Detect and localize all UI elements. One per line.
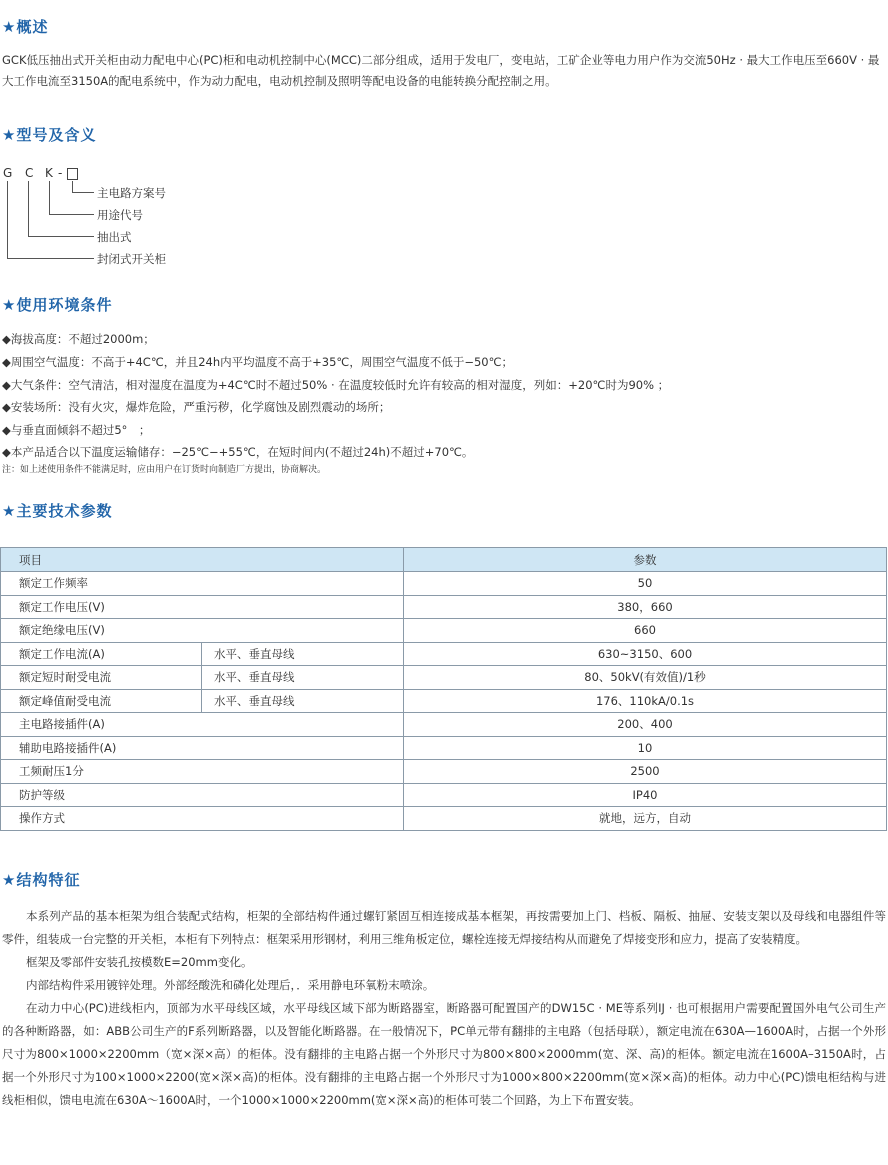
row-value: 176、110kA/0.1s <box>404 689 887 713</box>
header-item: 项目 <box>1 548 404 572</box>
row-item: 额定工作电流(A) <box>1 642 202 666</box>
row-value: 630~3150、600 <box>404 642 887 666</box>
env-item: ◆周围空气温度：不高于+4C℃，并且24h内平均温度不高于+35℃，周围空气温度不低于−50℃； <box>2 355 514 369</box>
row-item: 防护等级 <box>1 783 404 807</box>
bracket-line <box>49 214 94 215</box>
row-item: 工频耐压1分 <box>1 760 404 784</box>
env-item: ◆海拔高度：不超过2000m； <box>2 332 155 346</box>
meaning-drawout: 抽出式 <box>97 230 132 244</box>
row-sub: 水平、垂直母线 <box>202 666 404 690</box>
row-value: 660 <box>404 619 887 643</box>
bracket-line <box>28 181 29 236</box>
row-item: 额定绝缘电压(V) <box>1 619 404 643</box>
structure-paragraph: 内部结构件采用镀锌处理。外部经酸洗和磷化处理后，．采用静电环氧粉末喷涂。 <box>26 978 435 992</box>
table-row <box>1 736 887 760</box>
structure-paragraph: 框架及零部件安装孔按模数E=20mm变化。 <box>26 955 253 969</box>
env-note: 注：如上述使用条件不能满足时，应由用户在订货时向制造厂方提出，协商解决。 <box>2 465 327 475</box>
table-row <box>1 783 887 807</box>
bracket-line <box>49 181 50 214</box>
header-value: 参数 <box>404 548 887 572</box>
env-item: ◆本产品适合以下温度运输储存：−25℃−+55℃，在短时间内(不超过24h)不超过+70℃。 <box>2 445 474 459</box>
bracket-line <box>72 192 94 193</box>
row-sub: 水平、垂直母线 <box>202 642 404 666</box>
section-title-parameters: ★主要技术参数 <box>2 502 113 520</box>
row-item: 操作方式 <box>1 807 404 831</box>
table-header-row <box>1 548 887 572</box>
bracket-line <box>7 181 8 258</box>
table-row <box>1 713 887 737</box>
structure-paragraph: 在动力中心(PC)进线柜内，顶部为水平母线区域，水平母线区域下部为断路器室，断路器可配置国产的DW15C · ME等系列IJ · 也可根据用户需要配置国外电气公司生产的各种断路器，如：ABB公司生产的F系列断路器，以及智能化断路器。在一般情况下，PC单元带有翻排的主电路（包括母联），额定电流在630A—1600A时，占据一个外形尺寸为800×1000×2200mm（宽×深×高）的柜体。没有翻排的主电路占据一个外形尺寸为800×800×2000mm(宽、深、高)的柜体。额定电流在1600A–3150A时，占据一个外形尺寸为100×1000×2200(宽×深×高)的柜体。没有翻排的主电路占据一个外形尺寸为1000×800×2200mm(宽×深×高)的柜体。动力中心(PC)馈电柜结构与进线柜相似，馈电电流在630A～1600A时，一个1000×1000×2200mm(宽×深×高)的柜体可装二个回路，为上下布置安装。 <box>2 1001 886 1107</box>
section-title-structure: ★结构特征 <box>2 871 81 889</box>
table-row <box>1 595 887 619</box>
row-sub: 水平、垂直母线 <box>202 689 404 713</box>
row-item: 额定峰值耐受电流 <box>1 689 202 713</box>
parameters-table <box>0 547 887 831</box>
row-item: 额定短时耐受电流 <box>1 666 202 690</box>
meaning-enclosed: 封闭式开关柜 <box>97 252 166 266</box>
meaning-main-circuit: 主电路方案号 <box>97 186 166 200</box>
code-letter-k: K <box>45 166 53 180</box>
row-item: 辅助电路接插件(A) <box>1 736 404 760</box>
table-row <box>1 642 887 666</box>
row-value: 就地，远方，自动 <box>404 807 887 831</box>
meaning-usage-code: 用途代号 <box>97 208 143 222</box>
table-row <box>1 689 887 713</box>
code-letter-c: C <box>25 166 34 180</box>
section-title-model: ★型号及含义 <box>2 126 97 144</box>
row-item: 主电路接插件(A) <box>1 713 404 737</box>
env-item: ◆与垂直面倾斜不超过5° ； <box>2 423 151 437</box>
table-row <box>1 666 887 690</box>
section-title-environment: ★使用环境条件 <box>2 296 113 314</box>
table-row <box>1 807 887 831</box>
row-value: 80、50kV(有效值)/1秒 <box>404 666 887 690</box>
table-row <box>1 619 887 643</box>
overview-paragraph: GCK低压抽出式开关柜由动力配电中心(PC)柜和电动机控制中心(MCC)二部分组成，适用于发电厂，变电站，工矿企业等电力用户作为交流50Hz · 最大工作电压至660V · 最大工作电流至3150A的配电系统中，作为动力配电，电动机控制及照明等配电设备的电能转换分配控制之用。 <box>2 53 880 88</box>
structure-body <box>2 905 886 1112</box>
env-item: ◆大气条件：空气清洁，相对湿度在温度为+4C℃时不超过50% · 在温度较低时允许有较高的相对湿度，列如：+20℃时为90% ； <box>2 378 670 392</box>
row-item: 额定工作频率 <box>1 572 404 596</box>
structure-paragraph: 本系列产品的基本柜架为组合装配式结构，柜架的全部结构件通过螺钉紧固互相连接成基本框架，再按需要加上门、档板、隔板、抽屉、安装支架以及母线和电器组件等零件，组装成一台完整的开关柜，本柜有下列特点：框架采用形钢材，利用三维角板定位，螺栓连接无焊接结构从而避免了焊接变形和应力，提高了安装精度。 <box>2 909 886 946</box>
row-value: 10 <box>404 736 887 760</box>
code-letter-g: G <box>3 166 13 180</box>
row-value: 2500 <box>404 760 887 784</box>
table-row <box>1 760 887 784</box>
bracket-line <box>28 236 94 237</box>
env-item: ◆安装场所：没有火灾，爆炸危险，严重污秽，化学腐蚀及剧烈震动的场所； <box>2 400 391 414</box>
row-value: IP40 <box>404 783 887 807</box>
code-dash: - <box>58 166 63 180</box>
bracket-line <box>7 258 94 259</box>
bracket-line <box>72 181 73 192</box>
row-value: 50 <box>404 572 887 596</box>
section-title-overview: ★概述 <box>2 18 49 36</box>
row-value: 380，660 <box>404 595 887 619</box>
row-item: 额定工作电压(V) <box>1 595 404 619</box>
code-placeholder-box <box>67 168 78 180</box>
table-row <box>1 572 887 596</box>
row-value: 200、400 <box>404 713 887 737</box>
model-code-diagram <box>0 166 300 266</box>
